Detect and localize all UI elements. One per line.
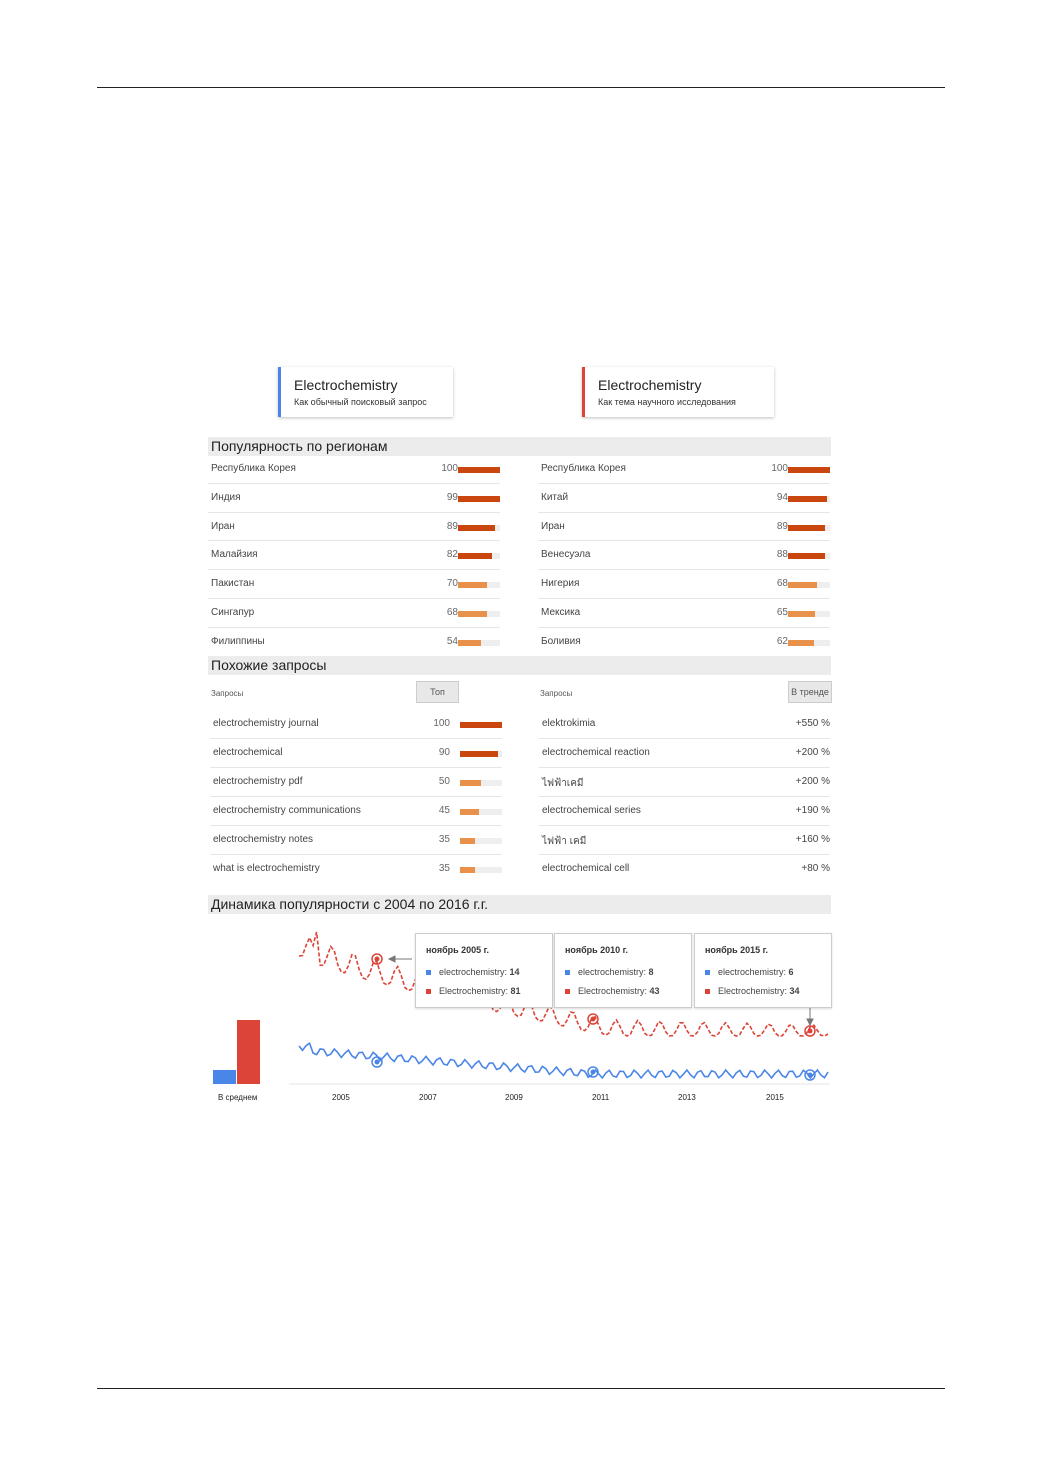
trending-query-change: +550 % (795, 718, 830, 729)
region-row[interactable] (208, 517, 500, 539)
region-row[interactable] (208, 459, 500, 481)
top-rule (97, 87, 945, 88)
bar-fill (458, 496, 500, 502)
marker-red-2015-dot (808, 1029, 813, 1034)
bar-track (788, 582, 830, 588)
bar-track (460, 838, 502, 844)
row-divider (208, 540, 500, 541)
row-divider (539, 825, 830, 826)
row-divider (208, 627, 500, 628)
marker-blue-2015-dot (808, 1073, 813, 1078)
region-row[interactable] (538, 459, 830, 481)
region-row[interactable] (208, 574, 500, 596)
tooltip-value: 14 (509, 967, 520, 977)
tooltip-value: 6 (788, 967, 794, 977)
row-divider (539, 738, 830, 739)
trending-query-row[interactable] (539, 830, 830, 852)
trending-query-change: +200 % (795, 776, 830, 787)
legend-square-red (426, 989, 431, 994)
marker-red-2015 (805, 1026, 815, 1036)
tooltip-label: Electrochemistry: (439, 986, 509, 996)
marker-blue-2015 (805, 1070, 815, 1080)
region-row-label: Нигерия (541, 578, 580, 590)
bar-fill (460, 867, 475, 873)
region-row-value: 89 (446, 520, 458, 532)
queries-left-header: Запросы (211, 689, 244, 698)
region-row-value: 62 (776, 635, 788, 647)
bar-track (460, 722, 502, 728)
term-name: Electrochemistry (598, 377, 702, 393)
query-row-label: electrochemistry pdf (213, 776, 303, 787)
marker-blue-2010 (588, 1067, 598, 1077)
query-row[interactable] (210, 772, 502, 794)
bar-fill (460, 838, 475, 844)
bar-fill (458, 467, 500, 473)
query-row[interactable] (210, 743, 502, 765)
marker-blue-2005-dot (375, 1060, 380, 1065)
legend-square-red (565, 989, 570, 994)
tooltip-label: electrochemistry: (439, 967, 508, 977)
bar-fill (460, 780, 481, 786)
bar-fill (788, 611, 815, 617)
region-row-label: Пакистан (211, 578, 255, 590)
tooltip-2005 (415, 933, 553, 1008)
term-card-search[interactable] (278, 367, 453, 417)
series-line-blue (299, 1043, 828, 1078)
marker-red-2005-dot (375, 957, 380, 962)
query-row-value: 45 (438, 805, 450, 816)
x-tick-label: 2005 (332, 1093, 350, 1102)
marker-blue-2010-dot (591, 1070, 596, 1075)
region-row[interactable] (538, 488, 830, 510)
query-row-value: 100 (433, 718, 450, 729)
row-divider (210, 796, 502, 797)
trending-query-label: electrochemical cell (542, 863, 630, 874)
region-row[interactable] (538, 574, 830, 596)
legend-square-blue (565, 970, 570, 975)
query-row-label: electrochemistry communications (213, 805, 361, 816)
legend-square-blue (426, 970, 431, 975)
query-row-label: electrochemistry notes (213, 834, 314, 845)
region-row[interactable] (208, 603, 500, 625)
bar-fill (458, 640, 481, 646)
query-row[interactable] (210, 830, 502, 852)
queries-title: Похожие запросы (211, 657, 327, 673)
trending-query-row[interactable] (539, 859, 830, 881)
trending-query-label: electrochemical series (542, 805, 641, 816)
bar-track (458, 553, 500, 559)
marker-red-2010 (588, 1014, 598, 1024)
bar-track (458, 640, 500, 646)
query-row[interactable] (210, 801, 502, 823)
tab-trending[interactable]: В тренде (788, 681, 832, 703)
region-row-label: Индия (211, 491, 241, 503)
legend-square-red (705, 989, 710, 994)
region-row[interactable] (538, 603, 830, 625)
region-row-value: 82 (446, 549, 458, 561)
tooltip-title: ноябрь 2010 г. (565, 945, 629, 955)
region-row-value: 89 (776, 520, 788, 532)
row-divider (210, 854, 502, 855)
dynamics-title: Динамика популярности с 2004 по 2016 г.г. (211, 896, 488, 912)
tooltip-line-red (565, 986, 660, 996)
row-divider (538, 483, 830, 484)
region-row-value: 94 (776, 491, 788, 503)
term-name: Electrochemistry (294, 377, 398, 393)
trending-query-row[interactable] (539, 801, 830, 823)
bar-track (458, 582, 500, 588)
query-row-label: electrochemical (213, 747, 283, 758)
bar-track (458, 525, 500, 531)
query-row-label: what is electrochemistry (213, 863, 320, 874)
bar-track (788, 640, 830, 646)
trending-query-label: ไฟฟ้าเคมี (542, 778, 584, 789)
region-row[interactable] (538, 517, 830, 539)
trending-query-row[interactable] (539, 714, 830, 736)
region-row-label: Республика Корея (211, 463, 296, 474)
trending-query-row[interactable] (539, 772, 830, 794)
x-tick-label: 2013 (678, 1093, 696, 1102)
bar-track (788, 553, 830, 559)
region-row[interactable] (208, 488, 500, 510)
bar-fill (458, 582, 487, 588)
tab-top[interactable]: Топ (416, 681, 459, 703)
bar-fill (788, 553, 825, 559)
region-row-value: 70 (446, 578, 458, 590)
bar-track (458, 611, 500, 617)
dynamics-header (208, 895, 831, 914)
row-divider (539, 796, 830, 797)
bar-fill (788, 496, 827, 502)
bar-fill (788, 582, 817, 588)
row-divider (539, 767, 830, 768)
tooltip-2010 (554, 933, 692, 1008)
bar-fill (458, 525, 495, 531)
row-divider (538, 540, 830, 541)
row-divider (208, 483, 500, 484)
legend-square-blue (705, 970, 710, 975)
tooltip-line-red (705, 986, 800, 996)
tooltip-line-blue (565, 967, 654, 977)
region-row-value: 88 (776, 549, 788, 561)
region-row[interactable] (538, 632, 830, 654)
bar-track (788, 467, 830, 473)
row-divider (210, 825, 502, 826)
region-row-label: Республика Корея (541, 463, 626, 474)
bar-track (458, 467, 500, 473)
tooltip-title: ноябрь 2005 г. (426, 945, 490, 955)
bar-fill (460, 751, 498, 757)
tooltip-label: Electrochemistry: (578, 986, 648, 996)
region-row-value: 65 (776, 607, 788, 618)
region-row-label: Иран (211, 520, 235, 532)
region-row[interactable] (538, 545, 830, 567)
term-color-bar (278, 367, 281, 417)
x-tick-label: 2007 (419, 1093, 437, 1102)
region-row-value: 68 (446, 607, 458, 618)
regions-title: Популярность по регионам (211, 438, 388, 454)
region-row-label: Сингапур (211, 607, 255, 618)
row-divider (538, 627, 830, 628)
region-row[interactable] (208, 632, 500, 654)
bar-fill (458, 611, 487, 617)
query-row-value: 90 (438, 747, 450, 758)
queries-right-header: Запросы (540, 689, 573, 698)
region-row-label: Филиппины (211, 635, 265, 647)
x-tick-label: 2011 (592, 1093, 610, 1102)
row-divider (538, 512, 830, 513)
row-divider (208, 512, 500, 513)
row-divider (210, 738, 502, 739)
tooltip-line-red (426, 986, 521, 996)
region-row-label: Китай (541, 491, 569, 503)
avg-bar-red (237, 1020, 260, 1084)
row-divider (539, 854, 830, 855)
bar-fill (458, 553, 492, 559)
marker-blue-2005 (372, 1057, 382, 1067)
tooltip-value: 8 (648, 967, 654, 977)
trending-query-row[interactable] (539, 743, 830, 765)
term-subtitle: Как тема научного исследования (598, 397, 736, 407)
bar-track (460, 780, 502, 786)
tooltip-label: electrochemistry: (578, 967, 647, 977)
trending-query-change: +200 % (795, 747, 830, 758)
term-card-topic[interactable] (582, 367, 774, 417)
term-subtitle: Как обычный поисковый запрос (294, 397, 427, 407)
row-divider (538, 598, 830, 599)
region-row-label: Иран (541, 520, 565, 532)
region-row[interactable] (208, 545, 500, 567)
bar-track (788, 611, 830, 617)
regions-header (208, 437, 831, 456)
query-row[interactable] (210, 859, 502, 881)
trending-query-label: elektrokimia (542, 718, 596, 729)
tooltip-line-blue (705, 967, 794, 977)
query-row-label: electrochemistry journal (213, 718, 319, 729)
region-row-label: Боливия (541, 635, 581, 647)
trending-query-change: +160 % (795, 834, 830, 845)
query-row-value: 35 (438, 863, 450, 874)
region-row-label: Венесуэла (541, 549, 591, 561)
query-row[interactable] (210, 714, 502, 736)
avg-label: В среднем (218, 1093, 258, 1102)
query-row-value: 35 (438, 834, 450, 845)
bar-track (458, 496, 500, 502)
tooltip-value: 43 (649, 986, 660, 996)
trending-query-label: electrochemical reaction (542, 747, 650, 758)
region-row-value: 99 (446, 491, 458, 503)
bar-track (460, 751, 502, 757)
row-divider (208, 569, 500, 570)
term-color-bar (582, 367, 585, 417)
tooltip-label: Electrochemistry: (718, 986, 788, 996)
bar-fill (460, 722, 502, 728)
region-row-value: 100 (771, 463, 788, 474)
trending-query-change: +190 % (795, 805, 830, 816)
marker-red-2005 (372, 954, 382, 964)
bar-track (460, 867, 502, 873)
bottom-rule (97, 1388, 945, 1389)
query-row-value: 50 (438, 776, 450, 787)
bar-fill (788, 467, 830, 473)
row-divider (208, 598, 500, 599)
region-row-label: Малайзия (211, 549, 258, 561)
tooltip-2015 (694, 933, 832, 1008)
trending-query-change: +80 % (801, 863, 830, 874)
region-row-label: Мексика (541, 607, 581, 618)
avg-bar-blue (213, 1070, 236, 1084)
row-divider (538, 569, 830, 570)
bar-fill (460, 809, 479, 815)
tooltip-value: 81 (510, 986, 521, 996)
bar-fill (788, 525, 825, 531)
bar-track (788, 525, 830, 531)
x-tick-label: 2009 (505, 1093, 523, 1102)
tooltip-label: electrochemistry: (718, 967, 787, 977)
region-row-value: 54 (446, 635, 458, 647)
x-tick-label: 2015 (766, 1093, 784, 1102)
bar-fill (788, 640, 814, 646)
tooltip-value: 34 (789, 986, 800, 996)
trending-query-label: ไฟฟ้า เคมี (542, 836, 587, 847)
bar-track (460, 809, 502, 815)
tooltip-line-blue (426, 967, 520, 977)
region-row-value: 68 (776, 578, 788, 590)
row-divider (210, 767, 502, 768)
region-row-value: 100 (441, 463, 458, 474)
queries-header (208, 656, 831, 675)
tooltip-title: ноябрь 2015 г. (705, 945, 769, 955)
bar-track (788, 496, 830, 502)
marker-red-2010-dot (591, 1017, 596, 1022)
